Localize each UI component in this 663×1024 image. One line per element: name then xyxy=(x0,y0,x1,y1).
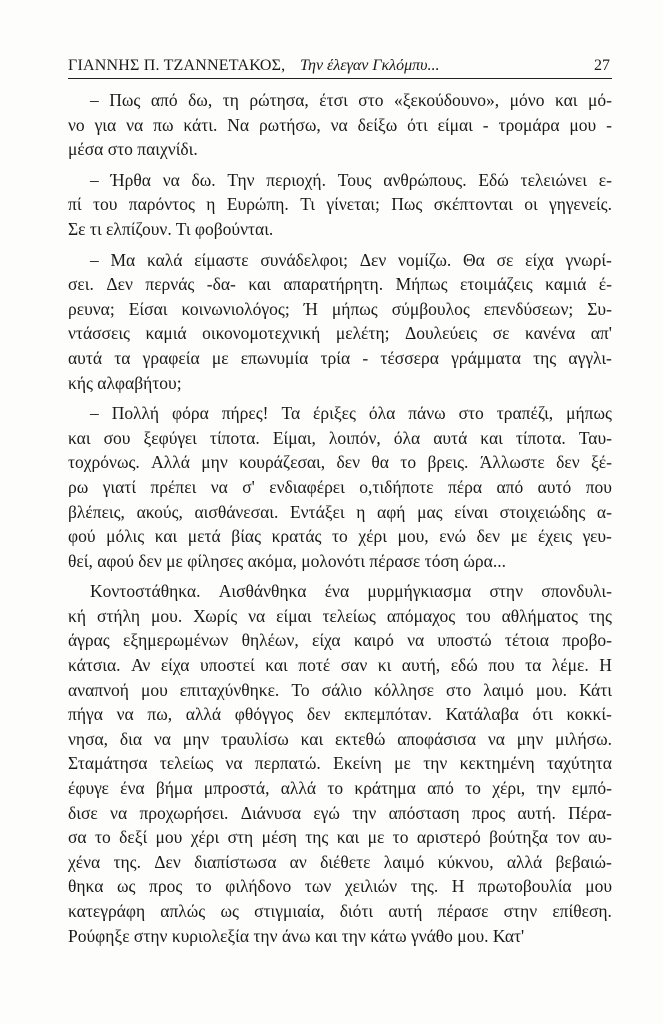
text-line: τοχρόνως. Αλλά μην κουράζεσαι, δεν θα το βρεις. Άλλωστε δεν ξέ- xyxy=(68,452,612,473)
paragraph xyxy=(68,579,612,948)
text-line: πήγα να πω, αλλά φθόγγος δεν εκπεμπόταν. Κατάλαβα ότι κοκκί- xyxy=(68,704,612,725)
text-line: κάτσια. Αν είχα υποστεί και ποτέ σαν κι αυτή, εδώ που τα λέμε. Η xyxy=(68,655,612,676)
text-line: νο για να πω κάτι. Να ρωτήσω, να δείξω ότι είμαι - τρομάρα μου - xyxy=(68,114,612,135)
text-line: – Πολλή φόρα πήρες! Τα έριξες όλα πάνω στο τραπέζι, μήπως xyxy=(90,403,612,424)
text-line: ρω γιατί πρέπει να σ' ενδιαφέρει ο,τιδήποτε πέρα από αυτό που xyxy=(68,476,612,497)
paragraph xyxy=(68,88,612,162)
page-number: 27 xyxy=(594,57,610,74)
text-line: κατεγράφη απλώς ως στιγμιαία, διότι αυτή πέρασε στην επίθεση. xyxy=(68,901,612,921)
text-line: αναπνοή μου επιταχύνθηκε. Το σάλιο κόλλησε στο λαιμό μου. Κάτι xyxy=(68,679,612,700)
text-line: κής αλφαβήτου; xyxy=(68,372,182,393)
text-line: ρευνα; Είσαι κοινωνιολόγος; Ή μήπως σύμβουλος επενδύσεων; Συ- xyxy=(68,298,612,319)
text-line: θηκα ως προς το φιλήδονο των χειλιών της. Η πρωτοβουλία μου xyxy=(68,876,612,897)
paragraph xyxy=(68,401,612,573)
text-line: αυτά τα γραφεία με επωνυμία τρία - τέσσερα γράμματα της αγγλι- xyxy=(68,347,612,368)
text-line: κή στήλη μου. Χωρίς να είμαι τελείως απόμαχος του αθλήματος της xyxy=(68,605,612,626)
text-line: νησα, δια να μην τραυλίσω και εκτεθώ αποφάσισα να μην μιλήσω. xyxy=(68,728,612,749)
text-line: χένα της. Δεν διαπίστωσα αν διέθετε λαιμό κύκνου, αλλά βεβαιώ- xyxy=(68,851,612,872)
text-line: Ρούφηξε στην κυριολεξία την άνω και την κάτω γνάθο μου. Κατ' xyxy=(68,925,525,946)
text-line: πί του παρόντος η Ευρώπη. Τι γίνεται; Πως σκέπτονται οι γηγενείς. xyxy=(68,194,612,215)
header-book-title: Την έλεγαν Γκλόμπυ... xyxy=(300,57,440,74)
text-line: – Μα καλά είμαστε συνάδελφοι; Δεν νομίζω. Θα σε είχα γνωρί- xyxy=(90,249,612,270)
body-text xyxy=(68,88,612,948)
paragraph xyxy=(68,168,612,242)
text-line: σει. Δεν περνάς -δα- και απαρατήρητη. Μήπως ετοιμάζεις καμιά έ- xyxy=(68,274,612,295)
text-line: και σου ξεφύγει τίποτα. Είμαι, λοιπόν, όλα αυτά και τίποτα. Ταυ- xyxy=(68,427,612,448)
text-line: άγρας εξημερωμένων θηλέων, είχα καιρό να υποστώ τέτοια προβο- xyxy=(68,630,612,651)
text-line: βλέπεις, ακούς, αισθάνεσαι. Εντάξει η αφή μας είναι στοιχειώδης α- xyxy=(68,501,612,522)
text-line: μέσα στο παιχνίδι. xyxy=(68,139,198,160)
header-author: ΓΙΑΝΝΗΣ Π. ΤΖΑΝΝΕΤΑΚΟΣ, xyxy=(68,57,286,74)
text-line: φού μόλις και μετά βίας κρατάς το χέρι μου, ενώ δεν με έχεις γευ- xyxy=(68,526,612,547)
text-line: σα το δεξί μου χέρι στη μέση της και με το αριστερό βούτηξα τον αυ- xyxy=(68,827,612,848)
text-line: Σε τι ελπίζουν. Τι φοβούνται. xyxy=(68,218,274,239)
text-line: Κοντοστάθηκα. Αισθάνθηκα ένα μυρμήγκιασμα στην σπονδυλι- xyxy=(90,581,612,602)
text-line: ντάσσεις καμιά οικονομοτεχνική μελέτη; Δουλεύεις σε κανένα απ' xyxy=(68,323,612,344)
text-line: – Ήρθα να δω. Την περιοχή. Τους ανθρώπους. Εδώ τελειώνει ε- xyxy=(90,169,612,190)
text-line: Σταμάτησα τελείως να περπατώ. Εκείνη με την κεκτημένη ταχύτητα xyxy=(68,753,612,774)
text-line: δισε να προχωρήσει. Διάνυσα εγώ την απόσταση προς αυτή. Πέρα- xyxy=(68,802,612,823)
running-header xyxy=(68,54,612,79)
paragraph xyxy=(68,248,612,396)
text-line: έφυγε ένα βήμα μπροστά, αλλά το κράτημα από το χέρι, την εμπό- xyxy=(68,778,612,799)
text-line: θεί, αφού δεν με φίλησες ακόμα, μολονότι πέρασε τόση ώρα... xyxy=(68,550,506,571)
text-line: – Πως από δω, τη ρώτησα, έτσι στο «ξεκούδουνο», μόνο και μό- xyxy=(90,90,612,110)
